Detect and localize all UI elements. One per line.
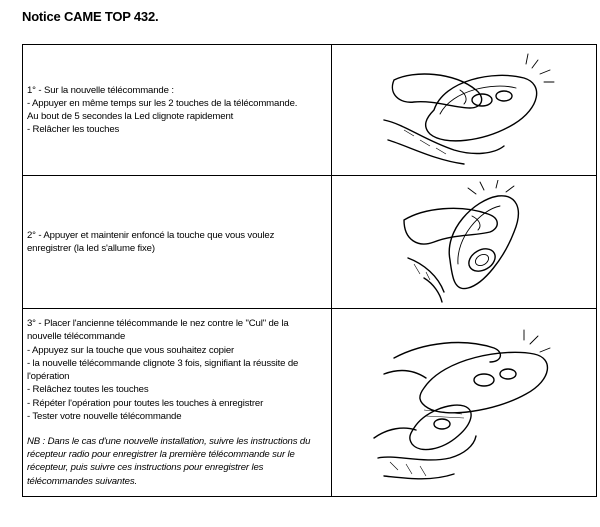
step-1-line-1: 1° - Sur la nouvelle télécommande : — [27, 84, 174, 96]
step-2-illustration — [332, 176, 597, 309]
page-title: Notice CAME TOP 432. — [22, 9, 159, 24]
step-3-illustration — [332, 309, 597, 497]
step-row-2 — [23, 176, 597, 309]
step-1-line-3: Au bout de 5 secondes la Led clignote rapidement — [27, 111, 234, 122]
step-3-line-3: - Appuyez sur la touche que vous souhaitez copier — [27, 344, 235, 356]
step-3-line-6: - Relâchez toutes les touches — [27, 384, 149, 396]
step-2-line-1: 2° - Appuyer et maintenir enfoncé la touche que vous voulez — [27, 229, 275, 241]
step-3-line-2: nouvelle télécommande — [27, 331, 126, 343]
step-3-line-7: - Répéter l'opération pour toutes les touches à enregistrer — [27, 397, 264, 409]
step-1-text — [23, 45, 332, 176]
step-1-line-4: - Relâcher les touches — [27, 124, 120, 136]
step-1-illustration — [332, 45, 597, 176]
step-1-line-2: - Appuyer en même temps sur les 2 touches de la télécommande. — [27, 97, 298, 109]
step-3-line-5: l'opération — [27, 371, 70, 383]
step-3-text — [23, 309, 332, 497]
two-remotes-copy-icon — [354, 318, 574, 488]
step-3-line-1: 3° - Placer l'ancienne télécommande le nez contre le "Cul" de la — [27, 318, 289, 330]
hand-pressing-two-buttons-remote-icon — [364, 50, 564, 170]
hand-holding-remote-button-icon — [364, 180, 564, 304]
step-3-line-8: - Tester votre nouvelle télécommande — [27, 410, 182, 422]
step-row-3 — [23, 309, 597, 497]
step-row-1 — [23, 45, 597, 176]
step-3-line-4: - la nouvelle télécommande clignote 3 fois, signifiant la réussite de — [27, 357, 299, 369]
step-3-note: NB : Dans le cas d'une nouvelle installation, suivre les instructions du récepteur radio pour enregistrer la première télécommande sur le récepteur, puis suivre ces instructions pour enregistrer les télécommandes suivantes. — [27, 435, 311, 487]
step-2-line-2: enregistrer (la led s'allume fixe) — [27, 243, 155, 254]
instructions-table — [22, 44, 597, 497]
step-2-text — [23, 176, 332, 309]
